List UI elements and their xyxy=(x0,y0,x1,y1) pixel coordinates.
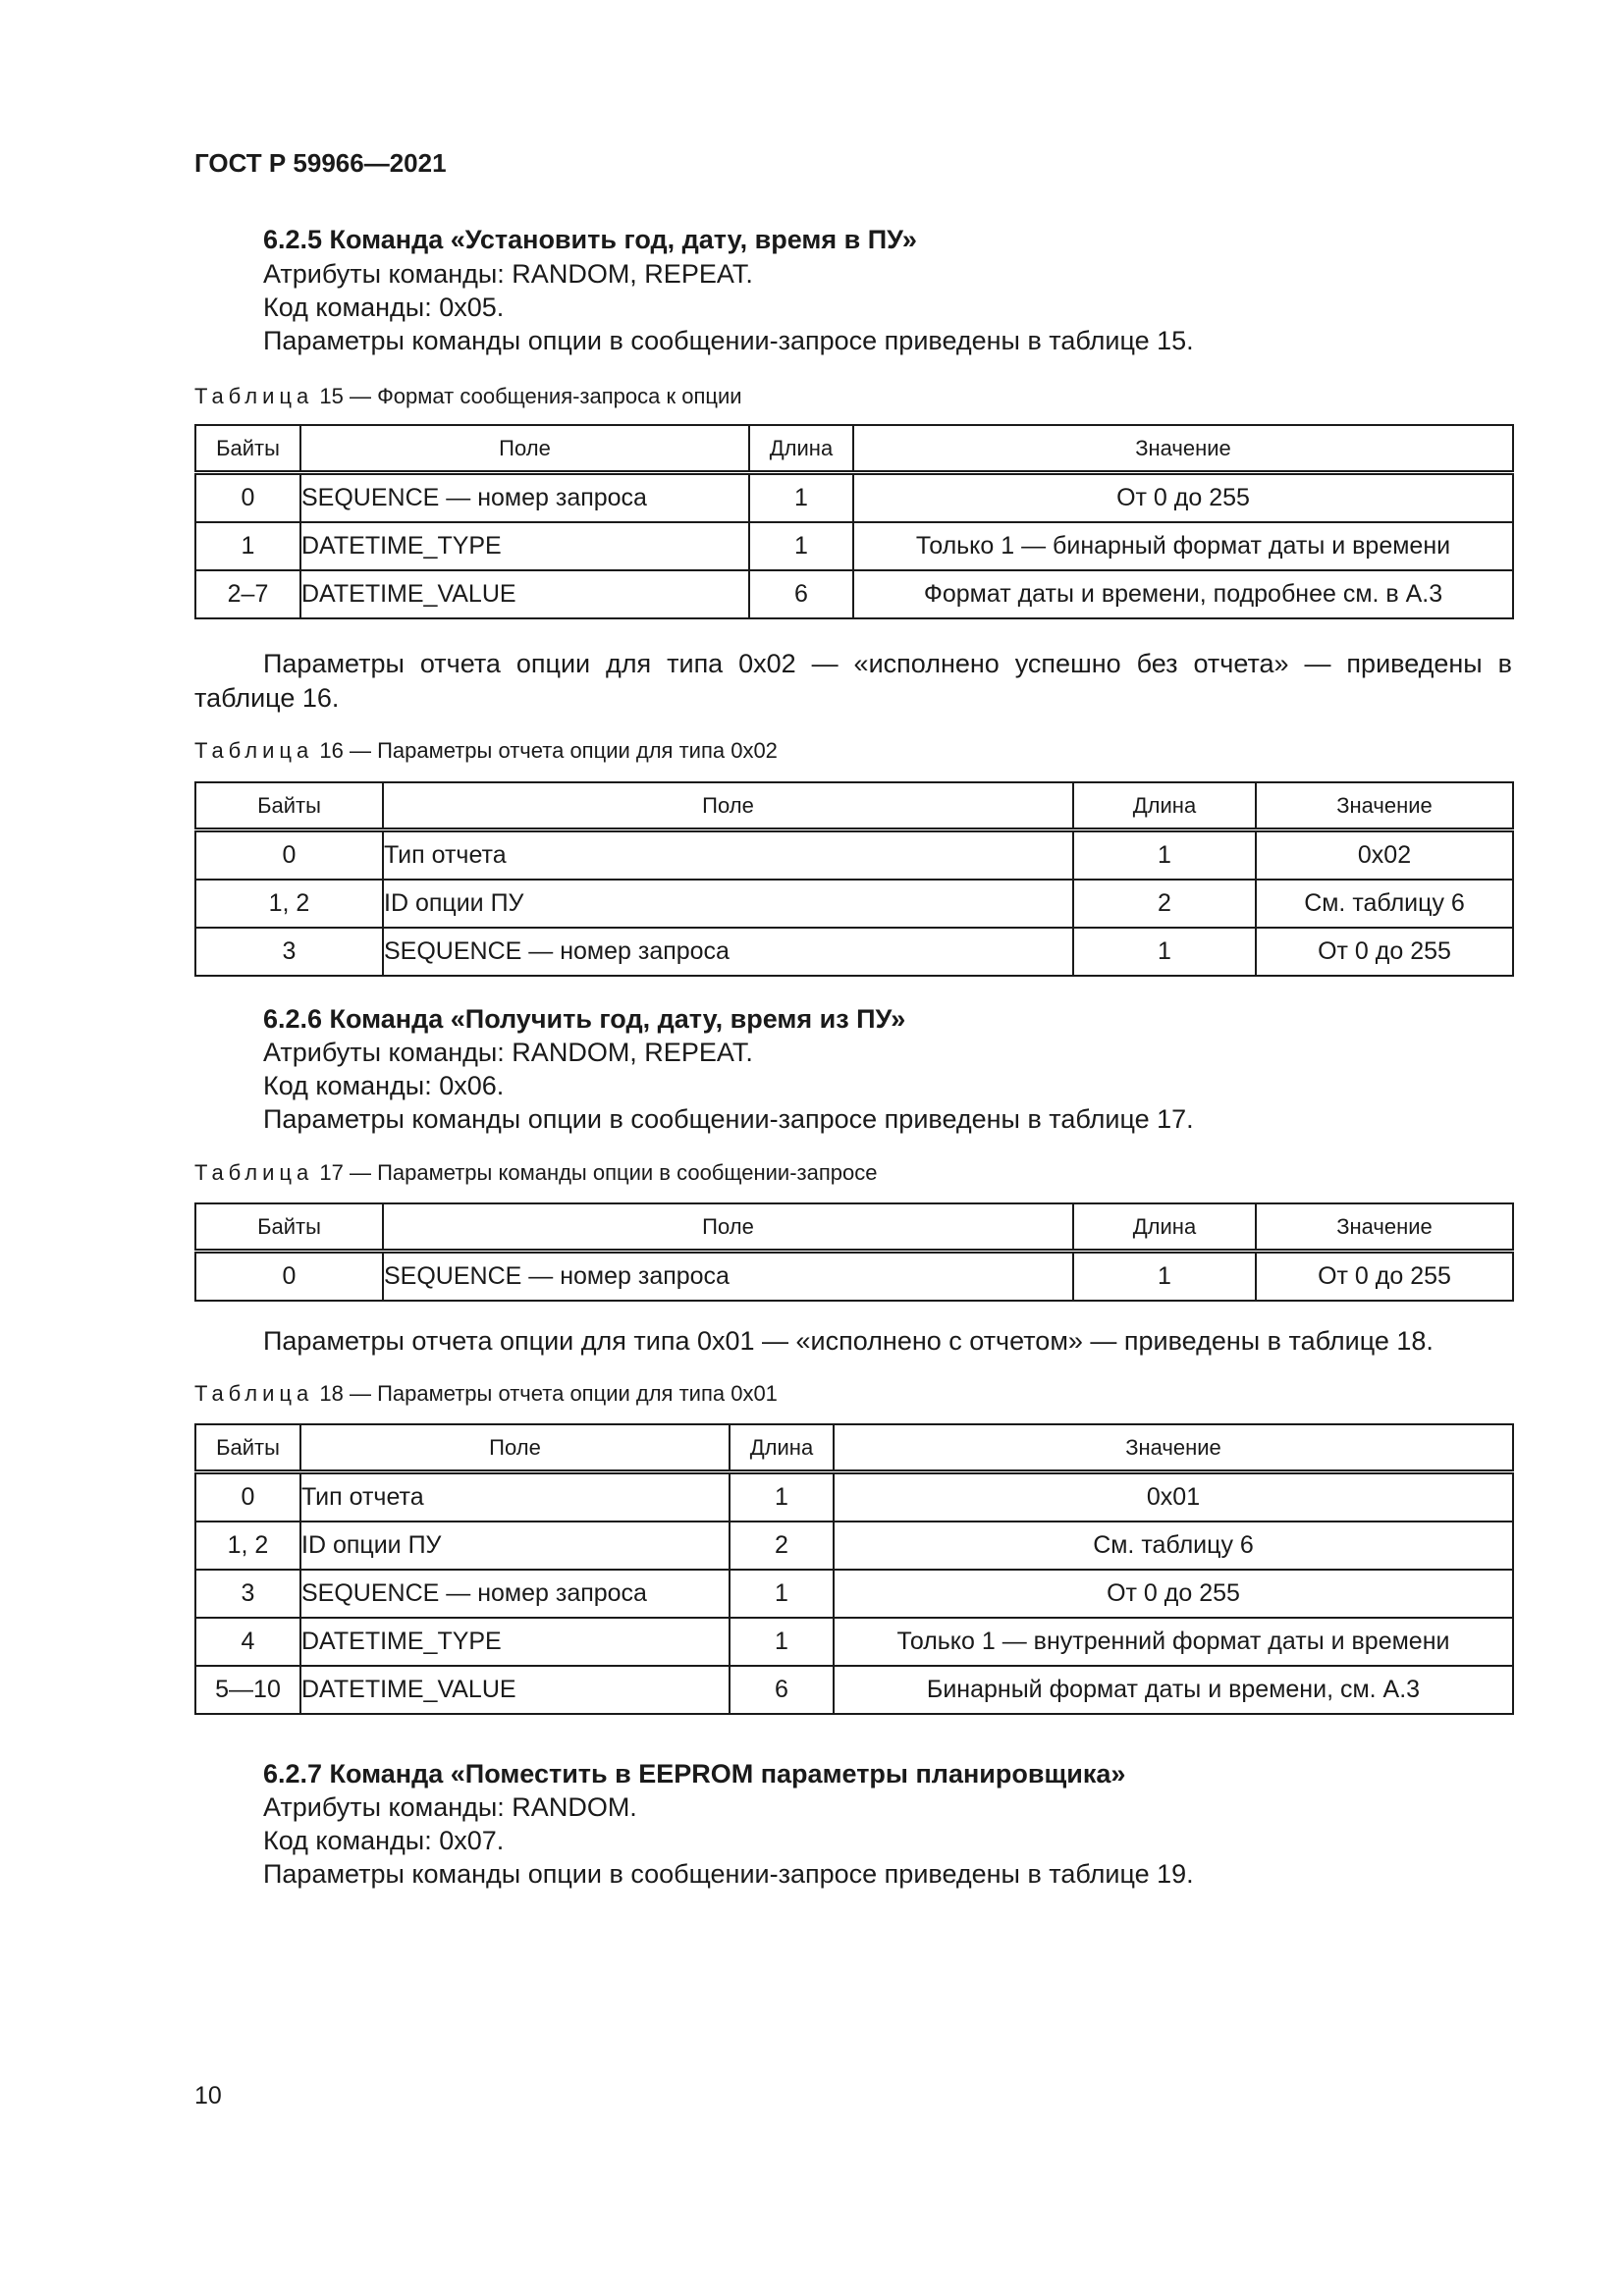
table-row: 1, 2 ID опции ПУ 2 См. таблицу 6 xyxy=(195,1522,1513,1570)
document-header: ГОСТ Р 59966—2021 xyxy=(194,148,447,178)
table-row: 4 DATETIME_TYPE 1 Только 1 — внутренний формат даты и времени xyxy=(195,1618,1513,1666)
table-header-cell: Длина xyxy=(749,425,853,473)
table-header-cell: Поле xyxy=(383,1203,1073,1252)
table-row: 5—10 DATETIME_VALUE 6 Бинарный формат даты и времени, см. А.3 xyxy=(195,1666,1513,1714)
section-6-2-7-code: Код команды: 0x07. xyxy=(263,1826,505,1855)
table-17-caption: Таблица 17 — Параметры команды опции в сообщении-запросе xyxy=(194,1160,878,1185)
table-header-cell: Байты xyxy=(195,1203,383,1252)
table-header-cell: Значение xyxy=(853,425,1513,473)
section-6-2-6-attributes: Атрибуты команды: RANDOM, REPEAT. xyxy=(263,1038,753,1067)
section-6-2-6-code: Код команды: 0x06. xyxy=(263,1071,505,1100)
table-row: 1, 2 ID опции ПУ 2 См. таблицу 6 xyxy=(195,880,1513,928)
table-row: 0 SEQUENCE — номер запроса 1 От 0 до 255 xyxy=(195,473,1513,523)
table-18-caption: Таблица 18 — Параметры отчета опции для типа 0x01 xyxy=(194,1381,778,1406)
table-header-cell: Значение xyxy=(1256,1203,1513,1252)
table-15-caption: Таблица 15 — Формат сообщения-запроса к опции xyxy=(194,384,742,408)
table-15 xyxy=(194,424,1514,619)
table-row: 3 SEQUENCE — номер запроса 1 От 0 до 255 xyxy=(195,1570,1513,1618)
section-6-2-6-params: Параметры команды опции в сообщении-запросе приведены в таблице 17. xyxy=(263,1104,1194,1134)
table-row: 0 SEQUENCE — номер запроса 1 От 0 до 255 xyxy=(195,1252,1513,1302)
table-header-cell: Длина xyxy=(1073,1203,1256,1252)
table-header-cell: Длина xyxy=(730,1424,834,1472)
table-18 xyxy=(194,1423,1514,1715)
table-header-cell: Длина xyxy=(1073,782,1256,830)
paragraph-table-16-intro: Параметры отчета опции для типа 0x02 — «исполнено успешно без отчета» — приведены в таблице 16. xyxy=(194,649,1512,713)
section-6-2-6-title: 6.2.6 Команда «Получить год, дату, время из ПУ» xyxy=(263,1004,906,1034)
table-16 xyxy=(194,781,1514,977)
table-17 xyxy=(194,1202,1514,1302)
table-16-caption: Таблица 16 — Параметры отчета опции для типа 0x02 xyxy=(194,738,778,763)
table-row: 1 DATETIME_TYPE 1 Только 1 — бинарный формат даты и времени xyxy=(195,522,1513,570)
section-6-2-7-params: Параметры команды опции в сообщении-запросе приведены в таблице 19. xyxy=(263,1859,1194,1889)
table-row: 0 Тип отчета 1 0x01 xyxy=(195,1472,1513,1522)
section-6-2-5-attributes: Атрибуты команды: RANDOM, REPEAT. xyxy=(263,259,753,289)
section-6-2-7-attributes: Атрибуты команды: RANDOM. xyxy=(263,1792,637,1822)
section-6-2-7-title: 6.2.7 Команда «Поместить в EEPROM параметры планировщика» xyxy=(263,1759,1126,1789)
table-header-cell: Байты xyxy=(195,425,300,473)
table-header-cell: Значение xyxy=(1256,782,1513,830)
table-header-cell: Поле xyxy=(383,782,1073,830)
table-header-cell: Поле xyxy=(300,425,749,473)
table-row: 2–7 DATETIME_VALUE 6 Формат даты и времени, подробнее см. в А.3 xyxy=(195,570,1513,618)
table-row: 0 Тип отчета 1 0x02 xyxy=(195,830,1513,881)
table-row: 3 SEQUENCE — номер запроса 1 От 0 до 255 xyxy=(195,928,1513,976)
paragraph-table-18-intro: Параметры отчета опции для типа 0x01 — «исполнено с отчетом» — приведены в таблице 18. xyxy=(263,1326,1434,1356)
table-header-cell: Байты xyxy=(195,1424,300,1472)
table-header-cell: Байты xyxy=(195,782,383,830)
section-6-2-5-params: Параметры команды опции в сообщении-запросе приведены в таблице 15. xyxy=(263,326,1194,355)
section-6-2-5-title: 6.2.5 Команда «Установить год, дату, время в ПУ» xyxy=(263,225,917,254)
section-6-2-5-code: Код команды: 0x05. xyxy=(263,293,505,322)
table-header-cell: Значение xyxy=(834,1424,1513,1472)
table-header-cell: Поле xyxy=(300,1424,730,1472)
page-number: 10 xyxy=(194,2082,222,2109)
